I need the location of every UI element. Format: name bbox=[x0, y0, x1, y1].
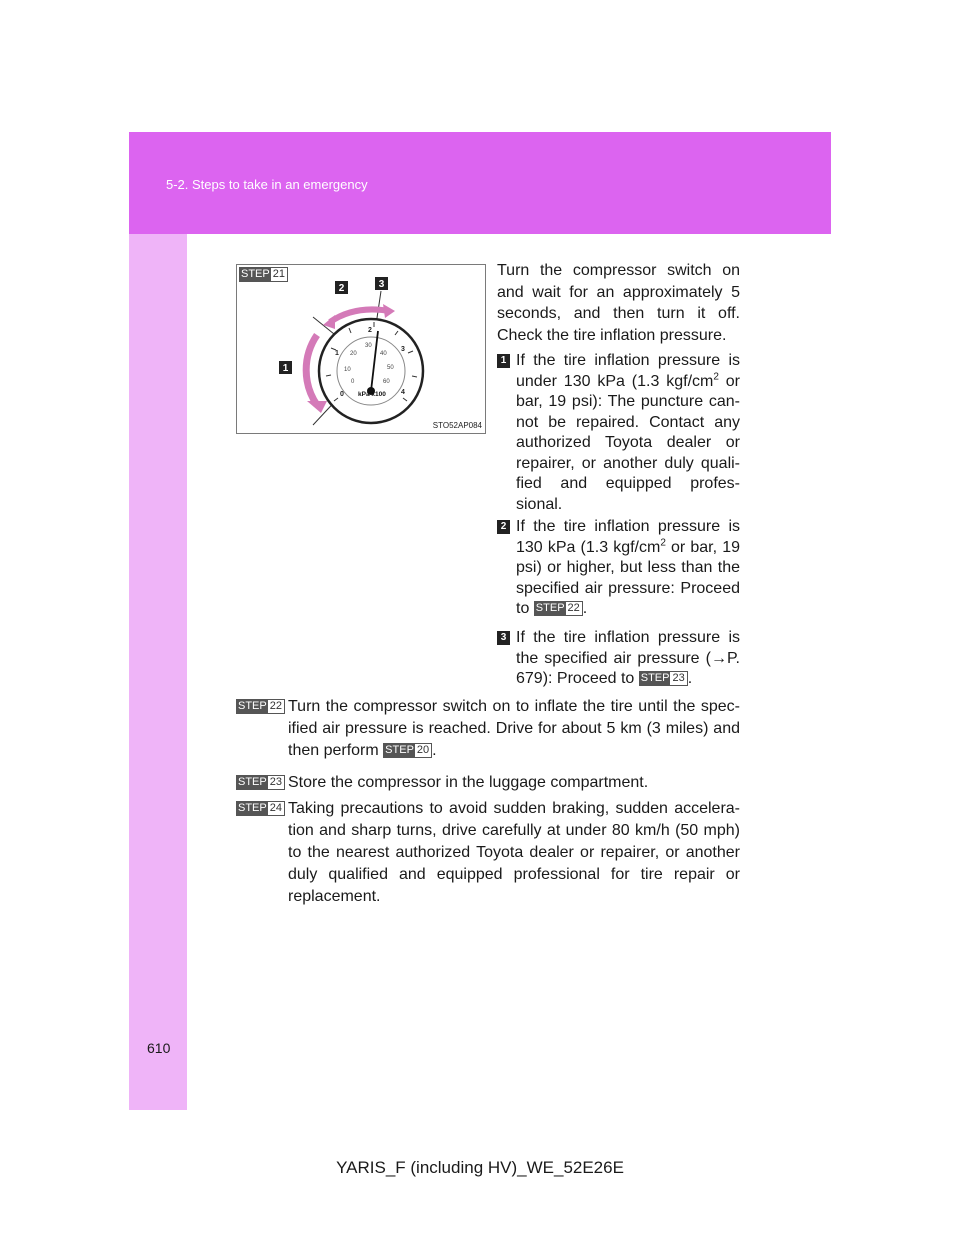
step-ref-23[interactable]: STEP 23 bbox=[639, 671, 688, 686]
gauge-inner-4: 40 bbox=[380, 351, 387, 357]
gauge-inner-0: 0 bbox=[351, 379, 355, 385]
gauge-inner-6: 60 bbox=[383, 379, 390, 385]
list-item: 3 If the tire inflation pressure is the specified air pressure (→P. 679): Proceed to STEP 23 . bbox=[497, 628, 740, 690]
gauge-inner-3: 30 bbox=[365, 343, 372, 349]
gauge-outer-4: 4 bbox=[401, 389, 405, 396]
gauge-inner-2: 20 bbox=[350, 351, 357, 357]
gauge-outer-2: 2 bbox=[368, 327, 372, 334]
item-number-badge: 2 bbox=[497, 520, 510, 534]
gauge-inner-5: 50 bbox=[387, 365, 394, 371]
figure-callout-3: 3 bbox=[378, 279, 385, 290]
gauge-inner-1: 10 bbox=[344, 367, 351, 373]
list-item: 2 If the tire inflation pressure is 130 kPa (1.3 kgf/$cm^2$ or bar, 19 psi) or higher, but less than the specified air pressure: Proceed to STEP 22 . bbox=[497, 517, 740, 620]
step-22-label: STEP 22 bbox=[236, 699, 285, 714]
figure-code: STO52AP084 bbox=[432, 421, 482, 430]
page-number: 610 bbox=[147, 1040, 171, 1056]
step-23-label: STEP 23 bbox=[236, 775, 285, 790]
step-23-row: STEP 23 Store the compressor in the luggage compartment. bbox=[238, 774, 649, 791]
list-item: 1 If the tire inflation pressure is under 130 kPa (1.3 kgf/$cm^2$ or bar, 19 psi): The puncture can-not be repaired. Contact any authorized Toyota dealer or repairer, or another duly quali-fied and equipped profes-sional. bbox=[497, 351, 740, 515]
gauge-outer-3: 3 bbox=[401, 346, 405, 353]
gauge-outer-0: 0 bbox=[340, 391, 344, 398]
figure-step-label: STEP 21 bbox=[239, 267, 288, 282]
step-ref-22[interactable]: STEP 22 bbox=[534, 601, 583, 616]
step-24-label: STEP 24 bbox=[236, 801, 285, 816]
step-ref-20[interactable]: STEP 20 bbox=[383, 743, 432, 758]
section-title: 5-2. Steps to take in an emergency bbox=[166, 177, 368, 192]
gauge-diagram bbox=[237, 265, 485, 433]
step-22-row: STEP 22 Turn the compressor switch on to inflate the tire until the spec-ified air pressure is reached. Drive for about 5 km (3 miles) and then perform STEP 20 . bbox=[238, 698, 740, 759]
gauge-outer-1: 1 bbox=[335, 350, 339, 357]
figure-callout-2: 2 bbox=[338, 283, 345, 294]
pressure-gauge-figure bbox=[236, 264, 486, 434]
side-tab bbox=[129, 234, 187, 1110]
gauge-unit: kPa x100 bbox=[358, 391, 386, 398]
item-number-badge: 3 bbox=[497, 631, 510, 645]
figure-callout-1: 1 bbox=[282, 363, 289, 374]
step-21-intro: Turn the compressor switch on and wait for an approximately 5 seconds, and then turn it off. Check the tire inflation pressure. bbox=[497, 262, 740, 344]
footer-code: YARIS_F (including HV)_WE_52E26E bbox=[336, 1158, 624, 1177]
item-number-badge: 1 bbox=[497, 354, 510, 368]
step-24-row: STEP 24 Taking precautions to avoid sudden braking, sudden accelera-tion and sharp turns, drive carefully at under 80 km/h (50 mph) to the nearest authorized Toyota dealer or repairer, or another duly qualified and equipped professional for tire repair or replacement. bbox=[238, 800, 740, 905]
